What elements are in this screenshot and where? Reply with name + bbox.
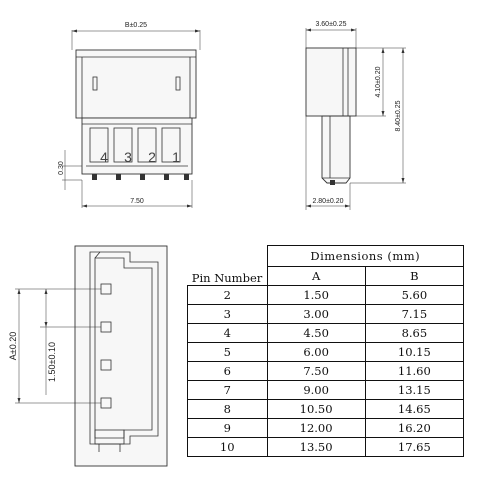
table-cell-b: 16.20 [365, 419, 463, 438]
table-cell-a: 12.00 [267, 419, 365, 438]
table-cell-a: 10.50 [267, 400, 365, 419]
col-a-header: A [267, 267, 365, 286]
table-cell-pin: 4 [188, 324, 268, 343]
contact-section-side [322, 116, 350, 183]
table-cell-b: 8.65 [365, 324, 463, 343]
housing-front [75, 246, 167, 466]
table-cell-a: 4.50 [267, 324, 365, 343]
table-body [188, 286, 464, 457]
pin-label-1: 1 [172, 149, 180, 165]
length-dimension-label: 7.50 [130, 198, 144, 205]
pin-label-3: 3 [124, 149, 132, 165]
table-cell-b: 10.15 [365, 343, 463, 362]
table-cell-a: 6.00 [267, 343, 365, 362]
table-cell-a: 9.00 [267, 381, 365, 400]
top-view [58, 22, 200, 208]
table-cell-b: 11.60 [365, 362, 463, 381]
offset-dimension-label: 0.30 [58, 161, 65, 175]
table-row [188, 343, 464, 362]
table-cell-pin: 9 [188, 419, 268, 438]
table-cell-b: 13.15 [365, 381, 463, 400]
table-cell-b: 5.60 [365, 286, 463, 305]
table-row [188, 362, 464, 381]
table-cell-a: 3.00 [267, 305, 365, 324]
table-row [188, 419, 464, 438]
housing-top [76, 50, 196, 118]
table-row [188, 438, 464, 457]
table-cell-b: 17.65 [365, 438, 463, 457]
total-height-label: 8.40±0.25 [395, 100, 402, 132]
table-cell-pin: 6 [188, 362, 268, 381]
pin-number-header: Pin Number [188, 246, 268, 286]
table-row [188, 381, 464, 400]
b-dimension-label: B±0.25 [124, 22, 148, 29]
table-row [188, 286, 464, 305]
upper-height-label: 4.10±0.20 [375, 66, 382, 98]
table-cell-pin: 3 [188, 305, 268, 324]
base-dimension-label: 2.80±0.20 [312, 198, 344, 205]
side-view [306, 21, 406, 210]
table-cell-pin: 7 [188, 381, 268, 400]
table-cell-a: 1.50 [267, 286, 365, 305]
width-dimension-label: 3.60±0.25 [315, 21, 347, 28]
dimensions-header: Dimensions (mm) [267, 246, 464, 267]
table-row [188, 305, 464, 324]
table-cell-a: 13.50 [267, 438, 365, 457]
table-cell-pin: 10 [188, 438, 268, 457]
a-dimension-label: A±0.20 [8, 331, 18, 361]
table-cell-pin: 2 [188, 286, 268, 305]
pin-label-4: 4 [100, 149, 108, 165]
housing-side [306, 48, 356, 116]
dimensions-table [187, 245, 464, 457]
col-b-header: B [365, 267, 463, 286]
front-view [8, 246, 167, 466]
table-cell-pin: 5 [188, 343, 268, 362]
pitch-dimension-label: 1.50±0.10 [47, 342, 57, 382]
table-cell-pin: 8 [188, 400, 268, 419]
table-row [188, 400, 464, 419]
table-row [188, 324, 464, 343]
table-cell-b: 7.15 [365, 305, 463, 324]
pin-label-2: 2 [148, 149, 156, 165]
table-cell-a: 7.50 [267, 362, 365, 381]
table-cell-b: 14.65 [365, 400, 463, 419]
